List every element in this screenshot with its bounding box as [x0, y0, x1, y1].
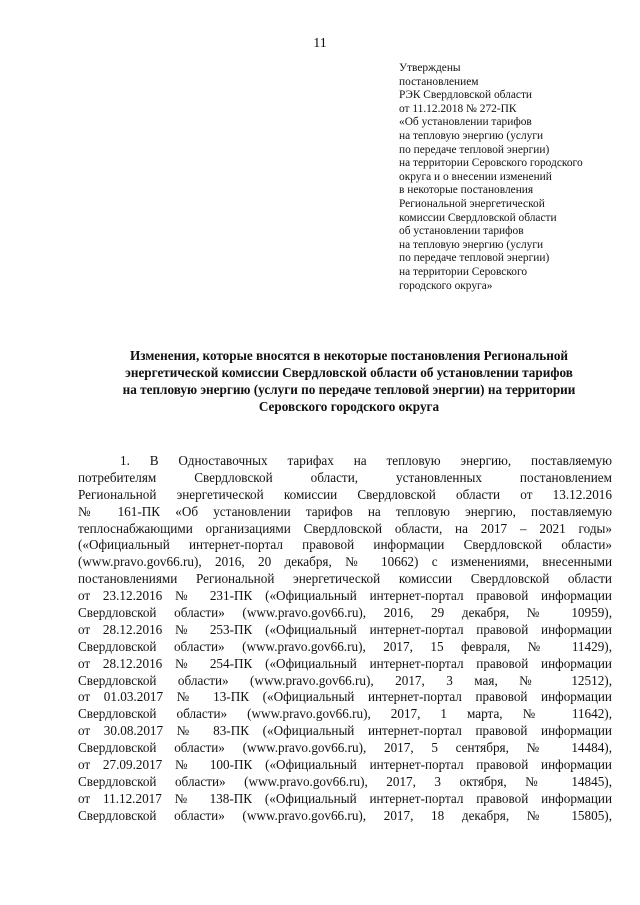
body-line: Свердловской области» (www.pravo.gov66.ru), 2017, 3 мая, № 12512),: [78, 672, 612, 688]
approval-line: Утверждены: [399, 62, 461, 74]
body-line: № 161-ПК «Об установлении тарифов на тепловую энергию, поставляемую: [78, 503, 612, 519]
approval-line: округа и о внесении изменений: [399, 170, 552, 183]
body-line: от 30.08.2017 № 83-ПК («Официальный интернет-портал правовой информации: [78, 723, 612, 739]
title-line: Серовского городского округа: [258, 399, 440, 414]
body-line: Свердловской области» (www.pravo.gov66.ru), 2016, 29 декабря, № 10959),: [78, 605, 612, 621]
title-line: энергетической комиссии Свердловской области об установлении тарифов: [125, 365, 573, 380]
body-line: 1. В Одноставочных тарифах на тепловую энергию, поставляемую: [120, 453, 612, 468]
title-line: Изменения, которые вносятся в некоторые постановления Региональной: [129, 348, 569, 363]
body-line: Свердловской области» (www.pravo.gov66.ru), 2017, 15 февраля, № 11429),: [78, 638, 612, 654]
approval-line: комиссии Свердловской области: [399, 211, 557, 224]
body-line: от 28.12.2016 № 254-ПК («Официальный интернет-портал правовой информации: [78, 655, 612, 671]
approval-line: от 11.12.2018 № 272-ПК: [399, 102, 517, 115]
approval-line: на территории Серовского городского: [399, 157, 583, 170]
body-line: постановлениями Региональной энергетической комиссии Свердловской области: [78, 571, 612, 587]
approval-line: в некоторые постановления: [399, 184, 534, 197]
body-line: Свердловской области» (www.pravo.gov66.ru), 2017, 5 сентября, № 14484),: [78, 740, 612, 756]
approval-line: на территории Серовского: [399, 265, 528, 278]
approval-block: [399, 62, 635, 293]
body-line: от 23.12.2016 № 231-ПК («Официальный интернет-портал правовой информации: [78, 588, 612, 604]
body-line: Свердловской области» (www.pravo.gov66.ru), 2017, 1 марта, № 11642),: [78, 706, 612, 722]
approval-line: по передаче тепловой энергии): [399, 252, 550, 265]
body-line: теплоснабжающими организациями Свердловской области, на 2017 – 2021 годы»: [78, 520, 612, 536]
body-line: («Официальный интернет-портал правовой информации Свердловской области»: [78, 537, 612, 553]
body-line: Региональной энергетической комиссии Свердловской области от 13.12.2016: [78, 486, 612, 502]
body-line: (www.pravo.gov66.ru), 2016, 20 декабря, № 10662) с изменениями, внесенными: [78, 554, 612, 570]
approval-line: на тепловую энергию (услуги: [399, 238, 544, 251]
body-line: от 28.12.2016 № 253-ПК («Официальный интернет-портал правовой информации: [78, 621, 612, 637]
approval-line: «Об установлении тарифов: [399, 116, 532, 129]
approval-line: об установлении тарифов: [399, 225, 524, 238]
body-line: потребителям Свердловской области, установленных постановлением: [78, 469, 612, 485]
document-title: [86, 347, 612, 415]
body-line: от 01.03.2017 № 13-ПК («Официальный интернет-портал правовой информации: [78, 689, 612, 705]
page-number: 11: [313, 36, 327, 51]
body-line: от 27.09.2017 № 100-ПК («Официальный интернет-портал правовой информации: [78, 757, 612, 773]
approval-line: на тепловую энергию (услуги: [399, 129, 544, 142]
approval-line: Региональной энергетической: [399, 197, 545, 210]
body-line: от 11.12.2017 № 138-ПК («Официальный интернет-портал правовой информации: [78, 790, 612, 806]
body-line: Свердловской области» (www.pravo.gov66.ru), 2017, 3 октября, № 14845),: [78, 773, 612, 789]
body-paragraph: [78, 453, 612, 825]
title-line: на тепловую энергию (услуги по передаче тепловой энергии) на территории: [122, 382, 576, 397]
approval-line: городского округа»: [399, 279, 493, 292]
approval-line: постановлением: [399, 75, 479, 88]
approval-line: по передаче тепловой энергии): [399, 143, 550, 156]
approval-line: РЭК Свердловской области: [399, 89, 533, 102]
body-line: Свердловской области» (www.pravo.gov66.ru), 2017, 18 декабря, № 15805),: [78, 807, 612, 823]
